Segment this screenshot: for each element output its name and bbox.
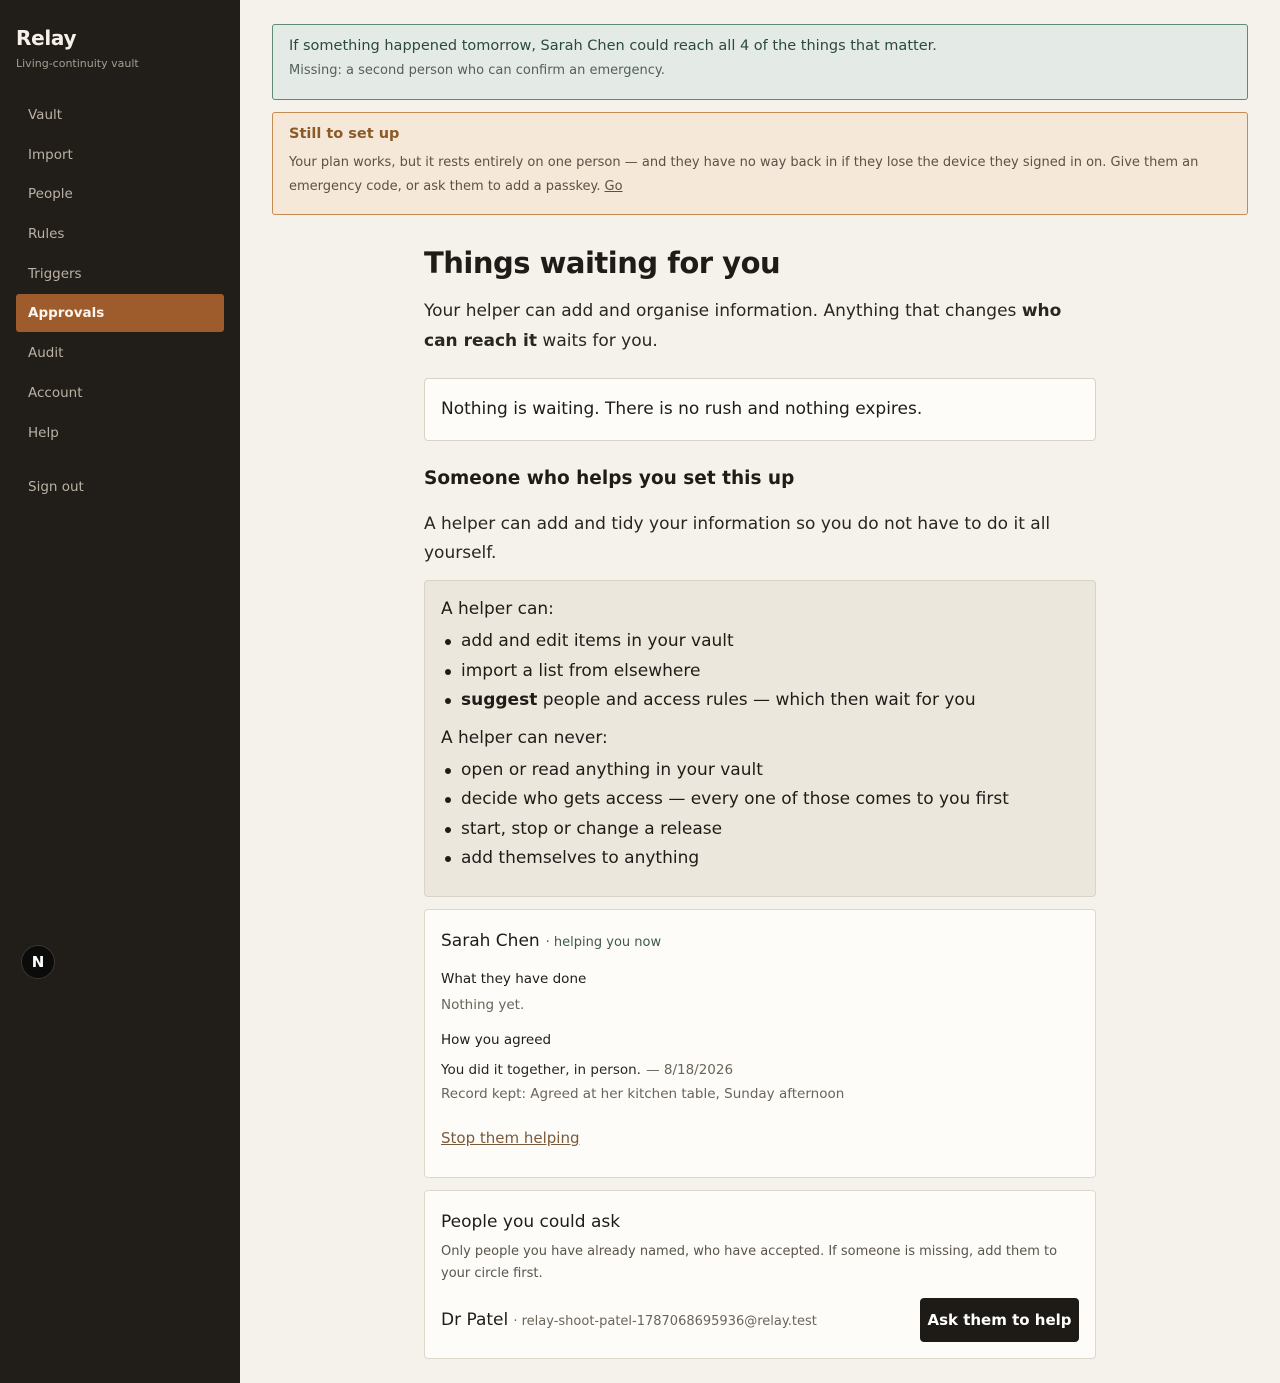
agreed-label: How you agreed xyxy=(441,1032,552,1048)
candidate-email: · relay-shoot-patel-1787068695936@relay.test xyxy=(513,1314,817,1329)
brand-tagline: Living-continuity vault xyxy=(16,57,139,70)
helper-status: · helping you now xyxy=(545,935,662,950)
helper-never-heading: A helper can never: xyxy=(441,727,608,748)
list-item: import a list from elsewhere xyxy=(441,657,1079,687)
page-title: Things waiting for you xyxy=(424,246,781,280)
intro-text-bold: who can reach it xyxy=(424,301,1062,351)
intro-text-end: waits for you. xyxy=(537,331,658,351)
list-item xyxy=(441,686,1079,716)
helper-can-heading: A helper can: xyxy=(441,599,554,619)
sidebar-item-vault[interactable]: Vault xyxy=(28,107,63,123)
candidates-description: Only people you have already named, who have accepted. If someone is missing, add them to your circle first. xyxy=(441,1244,1058,1281)
approvals-empty-state: Nothing is waiting. There is no rush and nothing expires. xyxy=(424,378,1096,441)
agreement-record: Record kept: Agreed at her kitchen table, Sunday afternoon xyxy=(441,1086,845,1102)
current-helper-card xyxy=(424,909,1096,1178)
readiness-banner xyxy=(272,24,1248,100)
list-item-bold: suggest xyxy=(461,690,538,710)
setup-warning-title: Still to set up xyxy=(289,126,400,142)
sidebar-nav xyxy=(16,96,224,453)
list-item: add themselves to anything xyxy=(441,844,1079,874)
setup-warning-text xyxy=(289,151,1231,199)
candidate-row xyxy=(441,1310,817,1330)
sidebar-item-triggers[interactable]: Triggers xyxy=(28,265,82,282)
sidebar-item-approvals[interactable]: Approvals xyxy=(16,294,224,332)
done-value: Nothing yet. xyxy=(441,997,525,1013)
sidebar xyxy=(0,0,240,1383)
done-label: What they have done xyxy=(441,971,587,987)
helper-can-list xyxy=(441,627,1079,716)
helper-name: Sarah Chen xyxy=(441,931,540,951)
candidates-title: People you could ask xyxy=(441,1212,621,1232)
list-item: start, stop or change a release xyxy=(441,815,1079,845)
helper-section-intro: A helper can add and tidy your information so you do not have to do it all yourself. xyxy=(424,514,1051,563)
stop-helping-link[interactable]: Stop them helping xyxy=(441,1129,580,1147)
candidate-name: Dr Patel xyxy=(441,1310,509,1330)
list-item-text: people and access rules — which then wait for you xyxy=(537,690,976,710)
candidate-helpers-card xyxy=(424,1190,1096,1359)
sidebar-item-account[interactable]: Account xyxy=(28,384,83,401)
helper-capabilities-box xyxy=(424,580,1096,897)
sidebar-item-import[interactable]: Import xyxy=(28,146,73,163)
helper-never-list xyxy=(441,756,1079,874)
setup-warning-body: Your plan works, but it rests entirely on one person — and they have no way back in if they lose the device they signed in on. Give them an emergency code, or ask them to add a passkey. xyxy=(289,155,1199,194)
devtools-badge-icon[interactable]: N xyxy=(21,945,55,979)
list-item: add and edit items in your vault xyxy=(441,627,1079,657)
agreed-date: — 8/18/2026 xyxy=(646,1062,734,1078)
list-item: decide who gets access — every one of those comes to you first xyxy=(441,785,1079,815)
sidebar-item-help[interactable]: Help xyxy=(28,424,59,441)
helper-header xyxy=(441,931,661,951)
sign-out-button[interactable]: Sign out xyxy=(28,479,84,495)
sidebar-item-rules[interactable]: Rules xyxy=(28,226,65,243)
setup-warning-banner xyxy=(272,112,1248,215)
sidebar-item-audit[interactable]: Audit xyxy=(28,345,64,362)
agreed-row xyxy=(441,1059,733,1078)
intro-text-start: Your helper can add and organise information. Anything that changes xyxy=(424,301,1022,321)
page-intro xyxy=(424,296,1096,356)
ask-to-help-button[interactable]: Ask them to help xyxy=(920,1298,1079,1342)
sidebar-item-people[interactable]: People xyxy=(28,186,73,203)
helper-section-heading: Someone who helps you set this up xyxy=(424,468,795,489)
setup-go-link[interactable]: Go xyxy=(604,179,623,194)
readiness-missing: Missing: a second person who can confirm an emergency. xyxy=(289,63,665,78)
brand-logo[interactable]: Relay xyxy=(16,26,77,50)
list-item: open or read anything in your vault xyxy=(441,756,1079,786)
readiness-title: If something happened tomorrow, Sarah Chen could reach all 4 of the things that matter. xyxy=(289,38,937,54)
agreed-value: You did it together, in person. xyxy=(441,1062,641,1078)
